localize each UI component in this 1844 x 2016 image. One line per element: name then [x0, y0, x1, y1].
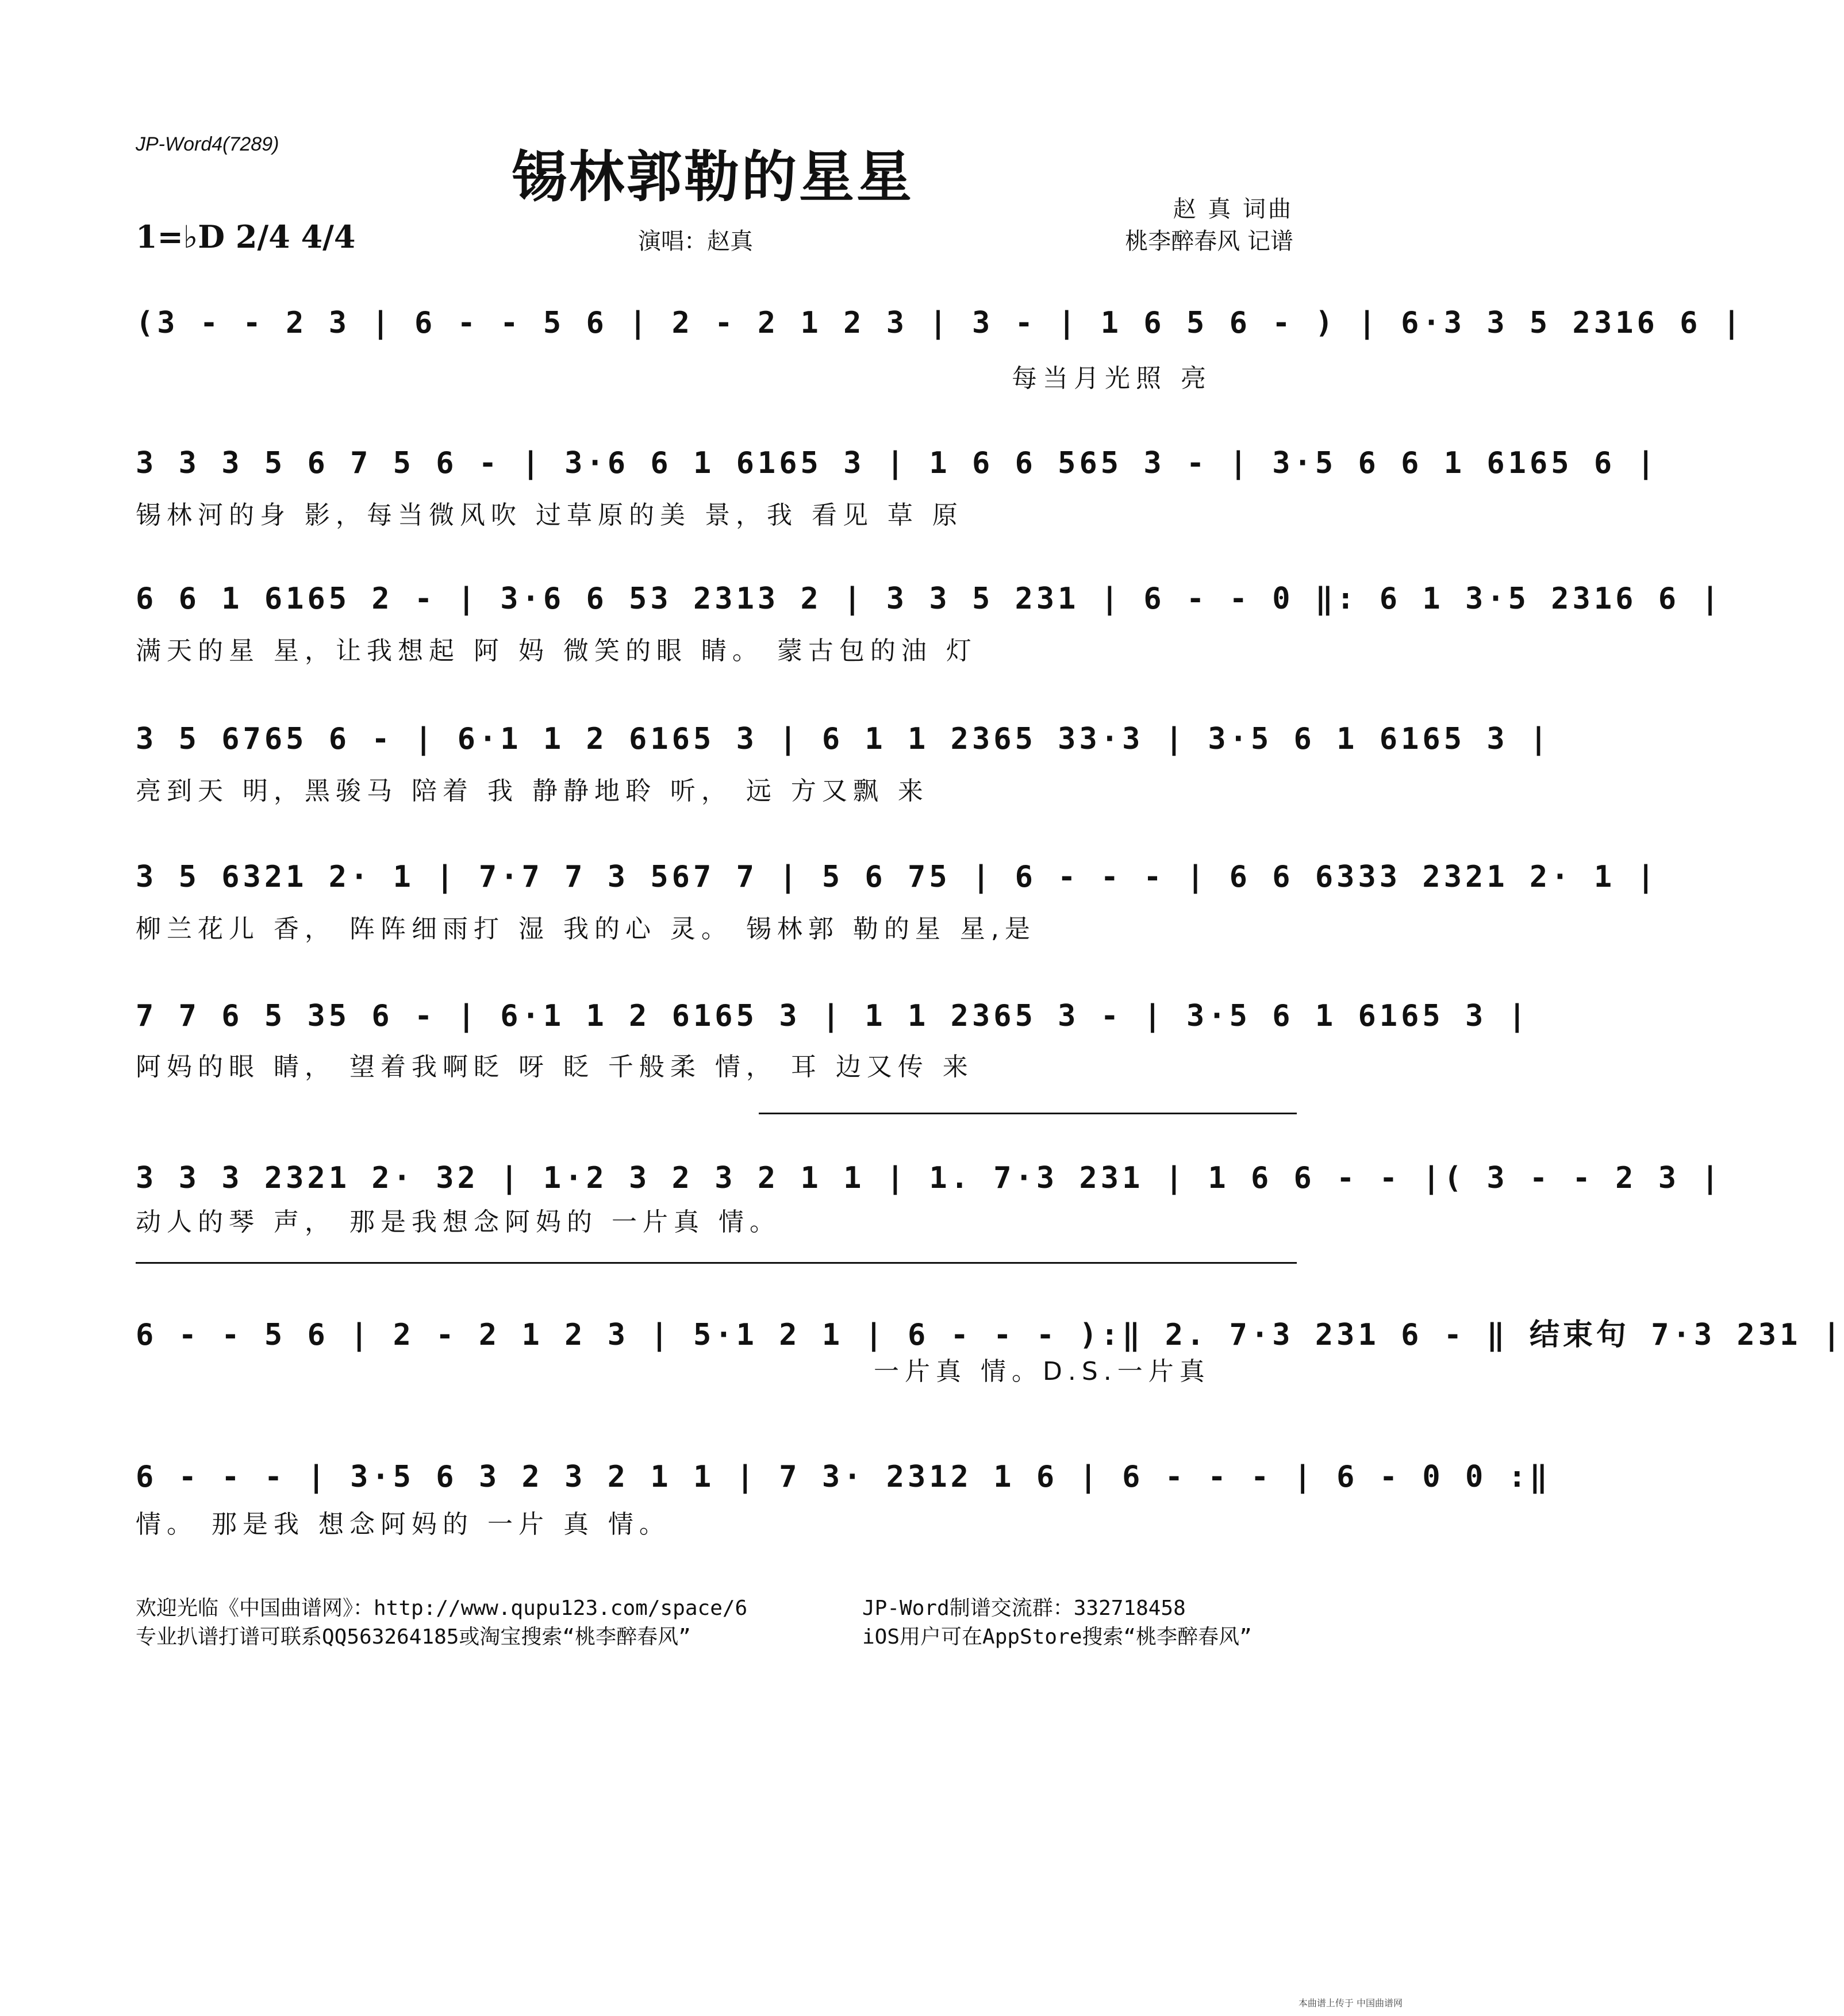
volta-bracket-1 — [759, 1113, 1297, 1114]
footer-website: 欢迎光临《中国曲谱网》：http://www.qupu123.com/space/6 — [136, 1596, 748, 1620]
notation-line-8: 6 - - 5 6 | 2 - 2 1 2 3 | 5·1 2 1 | 6 - - - ):‖ 2. 7·3 231 6 - ‖ 结束句 7·3 231 | — [136, 1318, 1844, 1352]
notation-line-3: 6 6 1 6165 2 - | 3·6 6 53 2313 2 | 3 3 5 231 | 6 - - 0 ‖: 6 1 3·5 2316 6 | — [136, 582, 1723, 616]
key-signature: 1=♭D 2/4 4/4 — [136, 218, 356, 255]
footer-group: JP-Word制谱交流群：332718458 — [862, 1596, 1186, 1620]
transcriber-credit: 桃李醉春风 记谱 — [1125, 228, 1293, 255]
software-tag: JP-Word4(7289) — [136, 133, 279, 155]
lyrics-line-4: 亮到天 明，黑骏马 陪着 我 静静地聆 听， 远 方又飘 来 — [136, 776, 929, 806]
lyrics-line-9: 情。 那是我 想念阿妈的 一片 真 情。 — [136, 1510, 670, 1539]
lyrics-line-1: 每当月光照 亮 — [1012, 364, 1212, 393]
lyrics-line-6: 阿妈的眼 睛， 望着我啊眨 呀 眨 千般柔 情， 耳 边又传 来 — [136, 1052, 974, 1082]
lyrics-line-8: 一片真 情。D.S.一片真 — [874, 1357, 1211, 1386]
song-title: 锡林郭勒的星星 — [512, 145, 914, 209]
notation-line-4: 3 5 6765 6 - | 6·1 1 2 6165 3 | 6 1 1 2365 33·3 | 3·5 6 1 6165 3 | — [136, 722, 1551, 756]
lyrics-line-3: 满天的星 星，让我想起 阿 妈 微笑的眼 睛。 蒙古包的油 灯 — [136, 636, 977, 665]
notation-line-1: (3 - - 2 3 | 6 - - 5 6 | 2 - 2 1 2 3 | 3 - | 1 6 5 6 - ) | 6·3 3 5 2316 6 | — [136, 306, 1744, 340]
footer-ios: iOS用户可在AppStore搜索“桃李醉春风” — [862, 1625, 1252, 1649]
composer-credit: 赵 真 词曲 — [1173, 196, 1293, 222]
notation-line-7: 3 3 3 2321 2· 32 | 1·2 3 2 3 2 1 1 | 1. 7·3 231 | 1 6 6 - - |( 3 - - 2 3 | — [136, 1161, 1723, 1195]
lyrics-line-7: 动人的琴 声， 那是我想念阿妈的 一片真 情。 — [136, 1207, 781, 1237]
notation-line-2: 3 3 3 5 6 7 5 6 - | 3·6 6 1 6165 3 | 1 6 6 565 3 - | 3·5 6 6 1 6165 6 | — [136, 446, 1658, 480]
lyrics-line-2: 锡林河的身 影，每当微风吹 过草原的美 景，我 看见 草 原 — [136, 501, 963, 530]
footer-contact: 专业扒谱打谱可联系QQ563264185或淘宝搜索“桃李醉春风” — [136, 1625, 691, 1649]
notation-line-6: 7 7 6 5 35 6 - | 6·1 1 2 6165 3 | 1 1 2365 3 - | 3·5 6 1 6165 3 | — [136, 999, 1530, 1033]
notation-line-5: 3 5 6321 2· 1 | 7·7 7 3 567 7 | 5 6 75 | 6 - - - | 6 6 6333 2321 2· 1 | — [136, 860, 1658, 894]
staff-rule-8 — [136, 1262, 1297, 1264]
lyrics-line-5: 柳兰花儿 香， 阵阵细雨打 湿 我的心 灵。 锡林郭 勒的星 星,是 — [136, 914, 1036, 944]
singer-credit: 演唱：赵真 — [638, 228, 753, 255]
notation-line-9: 6 - - - | 3·5 6 3 2 3 2 1 1 | 7 3· 2312 1 6 | 6 - - - | 6 - 0 0 :‖ — [136, 1460, 1551, 1494]
watermark: 本曲谱上传于 中国曲谱网 — [1298, 1998, 1403, 2009]
